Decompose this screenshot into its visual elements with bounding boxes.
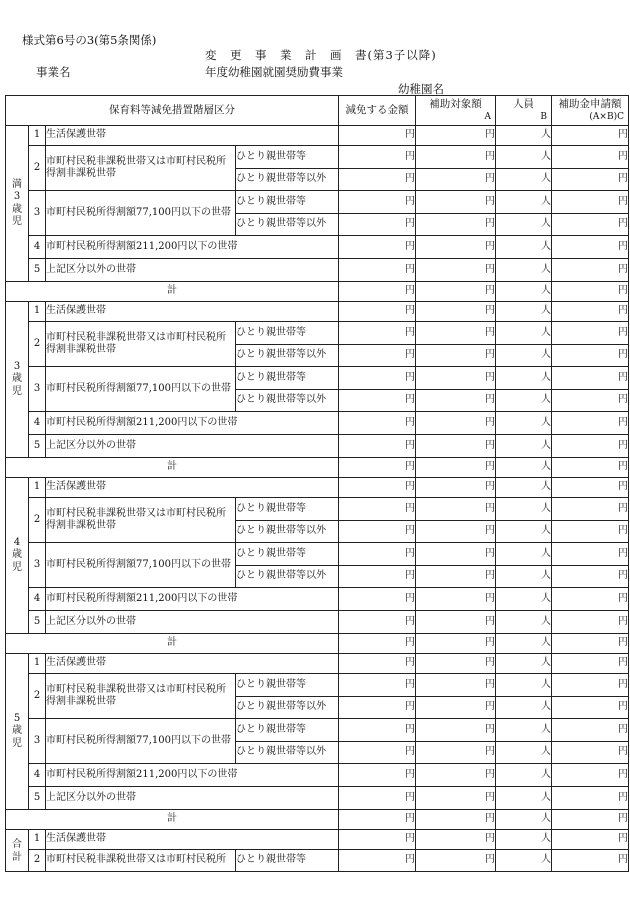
- table-row: [6, 634, 629, 654]
- cell-subsidy-target[interactable]: 円: [416, 146, 496, 169]
- tier-subtype: ひとり親世帯等: [236, 322, 339, 345]
- tier-number: 3: [29, 543, 46, 588]
- cell-subsidy-target[interactable]: 円: [416, 543, 496, 566]
- tier-label: 市町村民税所得割額77,100円以下の世帯: [46, 543, 236, 588]
- cell-application[interactable]: 円: [552, 742, 629, 764]
- cell-reduction[interactable]: 円: [339, 322, 416, 345]
- cell-reduction[interactable]: 円: [339, 390, 416, 412]
- cell-persons[interactable]: 人: [496, 367, 552, 390]
- cell-subsidy-target[interactable]: 円: [416, 259, 496, 282]
- cell-reduction[interactable]: 円: [339, 674, 416, 697]
- cell-application[interactable]: 円: [552, 367, 629, 390]
- cell-application[interactable]: 円: [552, 345, 629, 367]
- cell-subsidy-target[interactable]: 円: [416, 478, 496, 498]
- tier-number: 1: [29, 302, 46, 322]
- table-row: [6, 787, 629, 810]
- tier-subtype: ひとり親世帯等: [236, 850, 339, 872]
- cell-reduction[interactable]: 円: [339, 719, 416, 742]
- cell-reduction[interactable]: 円: [339, 367, 416, 390]
- cell-subsidy-target[interactable]: 円: [416, 588, 496, 611]
- age-group-char: 児: [12, 737, 22, 749]
- tier-label: 生活保護世帯: [46, 478, 339, 498]
- header-application: [552, 96, 629, 126]
- subtotal-label: 計: [6, 634, 339, 654]
- header-persons: [496, 96, 552, 126]
- tier-subtype: ひとり親世帯等以外: [236, 521, 339, 543]
- tier-number: 2: [29, 322, 46, 367]
- table-row: [6, 674, 629, 697]
- cell-application[interactable]: 円: [552, 214, 629, 236]
- table-row: [6, 654, 629, 674]
- tier-number: 4: [29, 764, 46, 787]
- age-group-label: [6, 126, 29, 282]
- tier-label: 市町村民税所得割額211,200円以下の世帯: [46, 236, 339, 259]
- cell-application[interactable]: 円: [552, 543, 629, 566]
- cell-application[interactable]: 円: [552, 498, 629, 521]
- tier-subtype: ひとり親世帯等以外: [236, 169, 339, 191]
- cell-reduction[interactable]: 円: [339, 810, 416, 830]
- summary-row: [6, 830, 629, 850]
- cell-reduction[interactable]: 円: [339, 566, 416, 588]
- cell-subsidy-target[interactable]: 円: [416, 674, 496, 697]
- table-row: [6, 146, 629, 169]
- tier-number: 5: [29, 611, 46, 634]
- age-group-char: 歳: [12, 203, 22, 215]
- subtotal-label: 計: [6, 810, 339, 830]
- cell-subsidy-target[interactable]: 円: [416, 458, 496, 478]
- cell-reduction[interactable]: 円: [339, 697, 416, 719]
- cell-application[interactable]: 円: [552, 412, 629, 435]
- cell-persons[interactable]: 人: [496, 302, 552, 322]
- tier-label: 市町村民税非課税世帯又は市町村民税所得割非課税世帯: [46, 322, 236, 367]
- tier-label: 市町村民税所得割額77,100円以下の世帯: [46, 367, 236, 412]
- table-row: [6, 322, 629, 345]
- tier-number: 4: [29, 588, 46, 611]
- table-row: [6, 810, 629, 830]
- cell-application[interactable]: 円: [552, 719, 629, 742]
- tier-number: 3: [29, 367, 46, 412]
- tier-subtype: ひとり親世帯等: [236, 543, 339, 566]
- cell-application[interactable]: 円: [552, 654, 629, 674]
- tier-label: 上記区分以外の世帯: [46, 611, 339, 634]
- cell-persons[interactable]: 人: [496, 282, 552, 302]
- cell-application[interactable]: 円: [552, 764, 629, 787]
- cell-application[interactable]: 円: [552, 830, 629, 850]
- header-persons-sub: B: [540, 111, 547, 122]
- header-reduction: 減免する金額: [339, 96, 416, 126]
- tier-subtype: ひとり親世帯等: [236, 498, 339, 521]
- tier-number: 2: [29, 146, 46, 191]
- tier-number: 2: [29, 850, 46, 872]
- cell-subsidy-target[interactable]: 円: [416, 830, 496, 850]
- cell-reduction[interactable]: 円: [339, 634, 416, 654]
- cell-reduction[interactable]: 円: [339, 191, 416, 214]
- cell-application[interactable]: 円: [552, 588, 629, 611]
- header-application-label: 補助金申請額: [558, 98, 622, 110]
- cell-persons[interactable]: 人: [496, 169, 552, 191]
- summary-char: 合: [12, 838, 22, 850]
- cell-application[interactable]: 円: [552, 191, 629, 214]
- tier-label: 市町村民税所得割額211,200円以下の世帯: [46, 412, 339, 435]
- cell-reduction[interactable]: 円: [339, 146, 416, 169]
- cell-reduction[interactable]: 円: [339, 850, 416, 872]
- cell-application[interactable]: 円: [552, 810, 629, 830]
- age-group-char: 4: [13, 536, 21, 548]
- cell-subsidy-target[interactable]: 円: [416, 634, 496, 654]
- form-number: 様式第6号の3(第5条関係): [22, 33, 157, 47]
- table-header-row: [6, 96, 629, 126]
- cell-application[interactable]: 円: [552, 435, 629, 458]
- cell-subsidy-target[interactable]: 円: [416, 390, 496, 412]
- cell-subsidy-target[interactable]: 円: [416, 282, 496, 302]
- table-row: [6, 764, 629, 787]
- age-group-label: [6, 654, 29, 810]
- cell-subsidy-target[interactable]: 円: [416, 322, 496, 345]
- cell-persons[interactable]: 人: [496, 478, 552, 498]
- age-group-char: 児: [12, 561, 22, 573]
- cell-persons[interactable]: 人: [496, 521, 552, 543]
- tier-label: 市町村民税所得割額211,200円以下の世帯: [46, 764, 339, 787]
- cell-persons[interactable]: 人: [496, 566, 552, 588]
- cell-reduction[interactable]: 円: [339, 611, 416, 634]
- tier-label: 市町村民税非課税世帯又は市町村民税所得割非課税世帯: [46, 146, 236, 191]
- cell-subsidy-target[interactable]: 円: [416, 214, 496, 236]
- cell-persons[interactable]: 人: [496, 674, 552, 697]
- cell-persons[interactable]: 人: [496, 588, 552, 611]
- tier-subtype: ひとり親世帯等以外: [236, 214, 339, 236]
- cell-application[interactable]: 円: [552, 850, 629, 872]
- summary-char: 計: [12, 851, 22, 863]
- cell-persons[interactable]: 人: [496, 498, 552, 521]
- cell-subsidy-target[interactable]: 円: [416, 764, 496, 787]
- cell-reduction[interactable]: 円: [339, 498, 416, 521]
- cell-subsidy-target[interactable]: 円: [416, 345, 496, 367]
- cell-subsidy-target[interactable]: 円: [416, 521, 496, 543]
- table-body: [6, 96, 629, 872]
- cell-subsidy-target[interactable]: 円: [416, 367, 496, 390]
- cell-subsidy-target[interactable]: 円: [416, 498, 496, 521]
- cell-subsidy-target[interactable]: 円: [416, 302, 496, 322]
- cell-reduction[interactable]: 円: [339, 478, 416, 498]
- table-row: [6, 435, 629, 458]
- header-subsidy-target-sub: A: [484, 111, 491, 122]
- age-group-char: 歳: [12, 373, 22, 385]
- age-group-label: [6, 478, 29, 634]
- table-row: [6, 126, 629, 146]
- table-row: [6, 412, 629, 435]
- cell-application[interactable]: 円: [552, 126, 629, 146]
- tier-number: 5: [29, 259, 46, 282]
- cell-subsidy-target[interactable]: 円: [416, 850, 496, 872]
- tier-subtype: ひとり親世帯等: [236, 191, 339, 214]
- tier-subtype: ひとり親世帯等: [236, 367, 339, 390]
- cell-persons[interactable]: 人: [496, 191, 552, 214]
- cell-subsidy-target[interactable]: 円: [416, 566, 496, 588]
- summary-row: [6, 850, 629, 872]
- cell-reduction[interactable]: 円: [339, 412, 416, 435]
- cell-subsidy-target[interactable]: 円: [416, 697, 496, 719]
- tier-subtype: ひとり親世帯等: [236, 719, 339, 742]
- tier-number: 4: [29, 236, 46, 259]
- header-subsidy-target-label: 補助対象額: [429, 98, 482, 110]
- plan-table: [5, 95, 629, 872]
- cell-application[interactable]: 円: [552, 787, 629, 810]
- tier-number: 1: [29, 126, 46, 146]
- age-group-char: 3: [13, 360, 21, 372]
- summary-label: [6, 830, 29, 872]
- header-persons-label: 人員: [513, 98, 534, 110]
- cell-subsidy-target[interactable]: 円: [416, 611, 496, 634]
- cell-application[interactable]: 円: [552, 236, 629, 259]
- cell-persons[interactable]: 人: [496, 214, 552, 236]
- tier-number: 1: [29, 654, 46, 674]
- cell-persons[interactable]: 人: [496, 787, 552, 810]
- cell-subsidy-target[interactable]: 円: [416, 191, 496, 214]
- cell-application[interactable]: 円: [552, 146, 629, 169]
- table-row: [6, 367, 629, 390]
- cell-subsidy-target[interactable]: 円: [416, 435, 496, 458]
- tier-label: 上記区分以外の世帯: [46, 259, 339, 282]
- cell-reduction[interactable]: 円: [339, 458, 416, 478]
- cell-persons[interactable]: 人: [496, 742, 552, 764]
- cell-application[interactable]: 円: [552, 282, 629, 302]
- tier-label: 生活保護世帯: [46, 126, 339, 146]
- cell-reduction[interactable]: 円: [339, 588, 416, 611]
- cell-persons[interactable]: 人: [496, 654, 552, 674]
- header-category: 保育料等減免措置階層区分: [6, 96, 339, 126]
- tier-number: 5: [29, 435, 46, 458]
- cell-application[interactable]: 円: [552, 478, 629, 498]
- kindergarten-label: 幼稚園名: [398, 82, 444, 96]
- tier-label: 上記区分以外の世帯: [46, 787, 339, 810]
- tier-number: 2: [29, 674, 46, 719]
- cell-subsidy-target[interactable]: 円: [416, 236, 496, 259]
- cell-persons[interactable]: 人: [496, 810, 552, 830]
- cell-subsidy-target[interactable]: 円: [416, 654, 496, 674]
- tier-subtype: ひとり親世帯等以外: [236, 697, 339, 719]
- cell-persons[interactable]: 人: [496, 126, 552, 146]
- cell-persons[interactable]: 人: [496, 345, 552, 367]
- tier-subtype: ひとり親世帯等以外: [236, 345, 339, 367]
- cell-persons[interactable]: 人: [496, 390, 552, 412]
- table-row: [6, 719, 629, 742]
- cell-subsidy-target[interactable]: 円: [416, 126, 496, 146]
- cell-persons[interactable]: 人: [496, 719, 552, 742]
- cell-application[interactable]: 円: [552, 302, 629, 322]
- cell-reduction[interactable]: 円: [339, 169, 416, 191]
- cell-reduction[interactable]: 円: [339, 236, 416, 259]
- cell-reduction[interactable]: 円: [339, 435, 416, 458]
- tier-number: 1: [29, 478, 46, 498]
- tier-label: 生活保護世帯: [46, 830, 339, 850]
- header-subsidy-target: [416, 96, 496, 126]
- tier-label: 市町村民税所得割額77,100円以下の世帯: [46, 191, 236, 236]
- tier-label: 市町村民税所得割額211,200円以下の世帯: [46, 588, 339, 611]
- business-name: 年度幼稚園就園奨励費事業: [205, 65, 343, 79]
- cell-persons[interactable]: 人: [496, 322, 552, 345]
- cell-persons[interactable]: 人: [496, 830, 552, 850]
- cell-application[interactable]: 円: [552, 521, 629, 543]
- age-group-char: 5: [13, 712, 21, 724]
- tier-label: 市町村民税所得割額77,100円以下の世帯: [46, 719, 236, 764]
- cell-persons[interactable]: 人: [496, 543, 552, 566]
- table-row: [6, 543, 629, 566]
- table-row: [6, 302, 629, 322]
- header-application-sub: (A×B)C: [589, 111, 624, 122]
- age-group-char: 歳: [12, 549, 22, 561]
- age-group-char: 3: [13, 191, 21, 202]
- cell-persons[interactable]: 人: [496, 236, 552, 259]
- table-row: [6, 498, 629, 521]
- age-group-label: [6, 302, 29, 458]
- subtotal-label: 計: [6, 282, 339, 302]
- cell-reduction[interactable]: 円: [339, 521, 416, 543]
- tier-number: 5: [29, 787, 46, 810]
- cell-application[interactable]: 円: [552, 674, 629, 697]
- cell-application[interactable]: 円: [552, 390, 629, 412]
- cell-application[interactable]: 円: [552, 634, 629, 654]
- tier-label: 市町村民税非課税世帯又は市町村民税所: [46, 850, 236, 872]
- cell-persons[interactable]: 人: [496, 764, 552, 787]
- cell-reduction[interactable]: 円: [339, 126, 416, 146]
- cell-persons[interactable]: 人: [496, 458, 552, 478]
- cell-reduction[interactable]: 円: [339, 259, 416, 282]
- tier-number: 3: [29, 719, 46, 764]
- document-title: 変 更 事 業 計 画 書(第3子以降): [205, 48, 437, 62]
- business-label: 事業名: [36, 65, 71, 79]
- cell-application[interactable]: 円: [552, 169, 629, 191]
- cell-subsidy-target[interactable]: 円: [416, 719, 496, 742]
- age-group-char: 児: [12, 216, 22, 227]
- table-row: [6, 259, 629, 282]
- table-row: [6, 611, 629, 634]
- table-row: [6, 282, 629, 302]
- cell-persons[interactable]: 人: [496, 435, 552, 458]
- cell-application[interactable]: 円: [552, 697, 629, 719]
- age-group-char: 満: [12, 178, 22, 190]
- tier-subtype: ひとり親世帯等以外: [236, 566, 339, 588]
- tier-number: 2: [29, 498, 46, 543]
- tier-subtype: ひとり親世帯等: [236, 146, 339, 169]
- tier-subtype: ひとり親世帯等: [236, 674, 339, 697]
- cell-persons[interactable]: 人: [496, 697, 552, 719]
- cell-application[interactable]: 円: [552, 259, 629, 282]
- cell-persons[interactable]: 人: [496, 259, 552, 282]
- cell-application[interactable]: 円: [552, 566, 629, 588]
- cell-persons[interactable]: 人: [496, 412, 552, 435]
- tier-label: 市町村民税非課税世帯又は市町村民税所得割非課税世帯: [46, 498, 236, 543]
- cell-persons[interactable]: 人: [496, 634, 552, 654]
- age-group-char: 歳: [12, 725, 22, 737]
- table-row: [6, 478, 629, 498]
- cell-reduction[interactable]: 円: [339, 830, 416, 850]
- cell-persons[interactable]: 人: [496, 611, 552, 634]
- cell-reduction[interactable]: 円: [339, 214, 416, 236]
- tier-subtype: ひとり親世帯等以外: [236, 742, 339, 764]
- cell-reduction[interactable]: 円: [339, 654, 416, 674]
- cell-application[interactable]: 円: [552, 322, 629, 345]
- cell-reduction[interactable]: 円: [339, 302, 416, 322]
- cell-reduction[interactable]: 円: [339, 345, 416, 367]
- table-row: [6, 458, 629, 478]
- age-group-char: 児: [12, 385, 22, 397]
- cell-reduction[interactable]: 円: [339, 282, 416, 302]
- cell-reduction[interactable]: 円: [339, 543, 416, 566]
- table-row: [6, 191, 629, 214]
- cell-reduction[interactable]: 円: [339, 742, 416, 764]
- cell-persons[interactable]: 人: [496, 850, 552, 872]
- cell-subsidy-target[interactable]: 円: [416, 169, 496, 191]
- table-row: [6, 588, 629, 611]
- tier-label: 市町村民税非課税世帯又は市町村民税所得割非課税世帯: [46, 674, 236, 719]
- tier-number: 3: [29, 191, 46, 236]
- tier-label: 生活保護世帯: [46, 302, 339, 322]
- cell-subsidy-target[interactable]: 円: [416, 742, 496, 764]
- cell-subsidy-target[interactable]: 円: [416, 810, 496, 830]
- cell-reduction[interactable]: 円: [339, 787, 416, 810]
- tier-number: 1: [29, 830, 46, 850]
- tier-number: 4: [29, 412, 46, 435]
- cell-application[interactable]: 円: [552, 611, 629, 634]
- cell-application[interactable]: 円: [552, 458, 629, 478]
- cell-persons[interactable]: 人: [496, 146, 552, 169]
- tier-label: 上記区分以外の世帯: [46, 435, 339, 458]
- cell-subsidy-target[interactable]: 円: [416, 787, 496, 810]
- cell-reduction[interactable]: 円: [339, 764, 416, 787]
- cell-subsidy-target[interactable]: 円: [416, 412, 496, 435]
- tier-subtype: ひとり親世帯等以外: [236, 390, 339, 412]
- tier-label: 生活保護世帯: [46, 654, 339, 674]
- subtotal-label: 計: [6, 458, 339, 478]
- table-row: [6, 236, 629, 259]
